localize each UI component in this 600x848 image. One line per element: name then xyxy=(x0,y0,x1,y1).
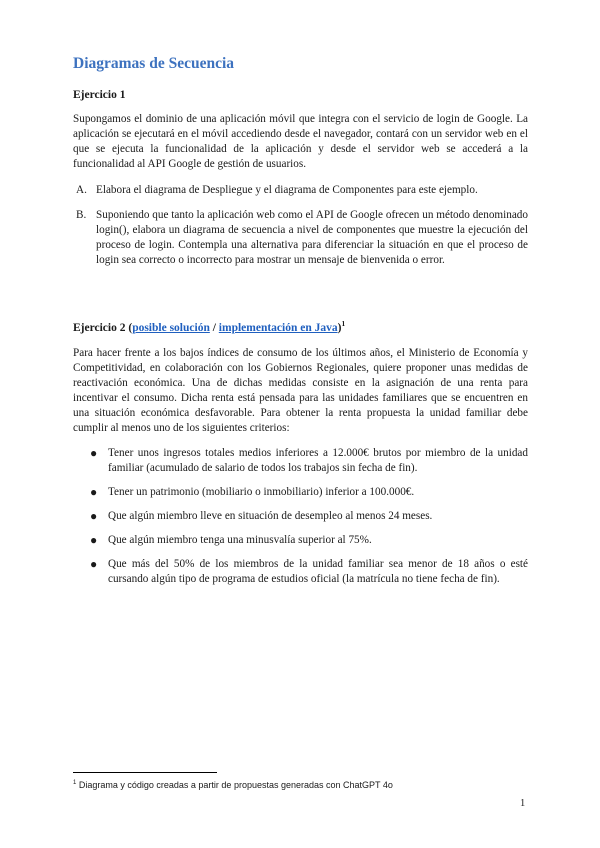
criteria-item xyxy=(73,509,528,524)
criteria-text: Que algún miembro tenga una minusvalía superior al 75%. xyxy=(108,534,372,546)
exercise-2-heading-suffix: ) xyxy=(337,321,342,334)
criteria-item xyxy=(73,557,528,587)
page-number: 1 xyxy=(520,798,526,809)
exercise-1-item-b xyxy=(73,208,528,268)
criteria-item xyxy=(73,446,528,476)
exercise-1-intro: Supongamos el dominio de una aplicación móvil que integra con el servicio de login de Google. La aplicación se ejecutará en el móvil accediendo desde el navegador, contará con un servidor web en el que se ejecuta la funcionalidad de la aplicación y desde el servidor web se accederá a la funcionalidad al API Google de gestión de usuarios. xyxy=(73,113,528,170)
footnote xyxy=(73,780,393,790)
criteria-item xyxy=(73,485,528,500)
list-item-text: Suponiendo que tanto la aplicación web como el API de Google ofrecen un método denominado login(), elabora un diagrama de secuencia a nivel de componentes que muestre la ejecución del proceso de login. Contempla una alternativa para diferenciar la situación en que el proceso de login sea correcto o incorrecto para mostrar un mensaje de bienvenida o error. xyxy=(96,209,528,266)
criteria-item xyxy=(73,533,528,548)
bullet-icon: ● xyxy=(90,485,98,499)
list-marker: A. xyxy=(76,184,87,196)
criteria-text: Que más del 50% de los miembros de la unidad familiar sea menor de 18 años o esté cursando algún tipo de programa de estudios oficial (la matrícula no tiene fecha de fin). xyxy=(108,558,528,585)
bullet-icon: ● xyxy=(90,533,98,547)
page-title: Diagramas de Secuencia xyxy=(73,55,235,72)
criteria-text: Tener unos ingresos totales medios inferiores a 12.000€ brutos por miembro de la unidad familiar (acumulado de salario de todos los trabajos sin fecha de fin). xyxy=(108,447,528,474)
java-implementation-link[interactable]: implementación en Java xyxy=(218,321,338,334)
bullet-icon: ● xyxy=(90,557,98,571)
heading-separator: / xyxy=(209,321,219,334)
exercise-1-heading: Ejercicio 1 xyxy=(73,89,126,101)
exercise-1-item-a xyxy=(73,183,528,198)
criteria-list xyxy=(73,446,528,587)
exercise-2-heading-prefix: Ejercicio 2 ( xyxy=(73,321,133,334)
exercise-2-intro: Para hacer frente a los bajos índices de consumo de los últimos años, el Ministerio de Economía y Competitividad, en colaboración con los Gobiernos Regionales, quiere proponer unas medidas de reactivación económica. Una de dichas medidas consiste en la asignación de una renta para incentivar el consumo. Dicha renta está pensada para las unidades familiares que se encuentren en una situación económica desfavorable. Para obtener la renta propuesta la unidad familiar debe cumplir al menos uno de los siguientes criterios: xyxy=(73,347,528,434)
criteria-text: Que algún miembro lleve en situación de desempleo al menos 24 meses. xyxy=(108,510,433,522)
bullet-icon: ● xyxy=(90,446,98,460)
criteria-text: Tener un patrimonio (mobiliario o inmobiliario) inferior a 100.000€. xyxy=(108,486,415,498)
footnote-divider xyxy=(73,772,217,773)
exercise-2-heading xyxy=(73,319,345,334)
footnote-text: Diagrama y código creadas a partir de propuestas generadas con ChatGPT 4o xyxy=(78,780,393,790)
list-item-text: Elabora el diagrama de Despliegue y el diagrama de Componentes para este ejemplo. xyxy=(96,184,478,196)
possible-solution-link[interactable]: posible solución xyxy=(132,321,210,334)
bullet-icon: ● xyxy=(90,509,98,523)
list-marker: B. xyxy=(76,209,87,221)
footnote-number: 1 xyxy=(73,780,77,786)
exercise-1-list xyxy=(73,183,528,268)
footnote-reference: 1 xyxy=(341,319,346,328)
